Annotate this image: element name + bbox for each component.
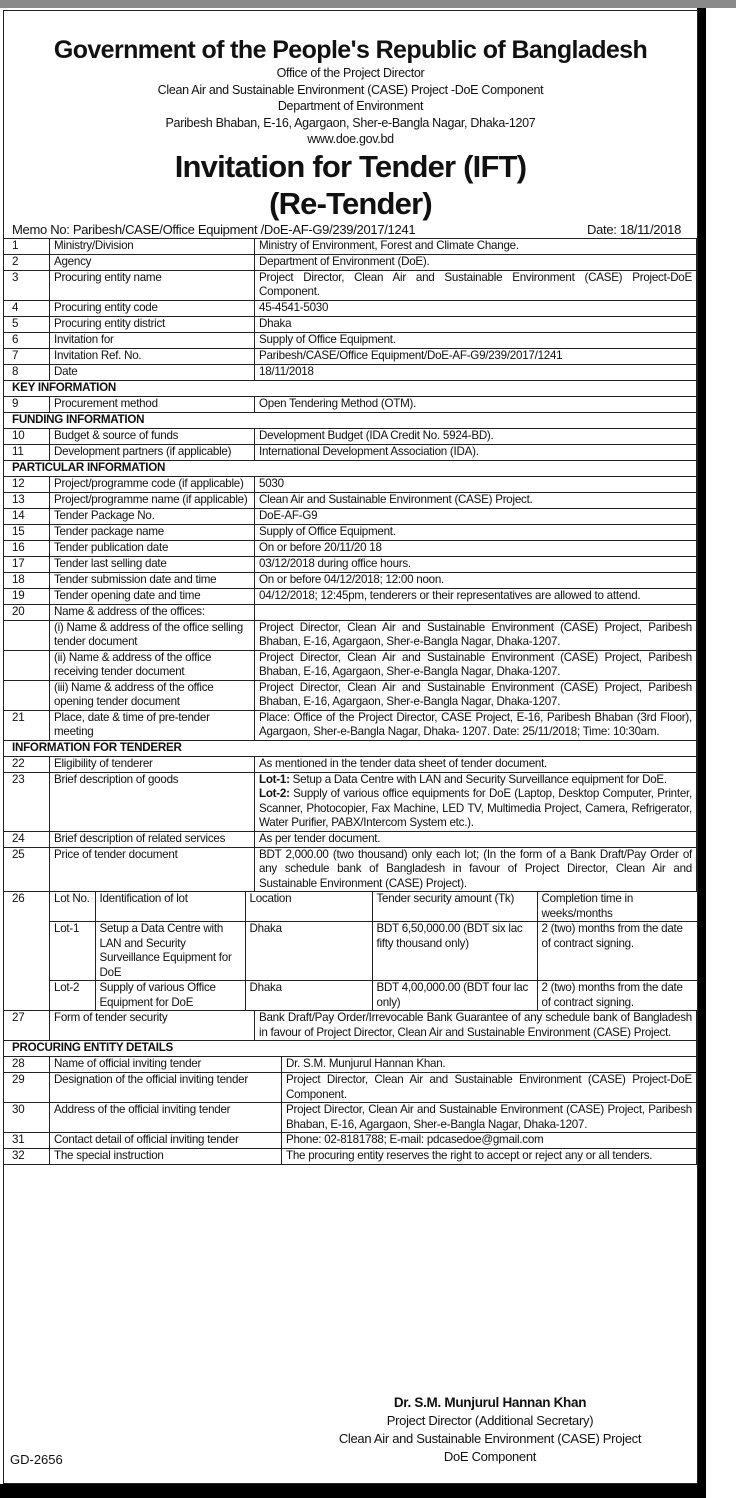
section-title: PROCURING ENTITY DETAILS <box>4 1041 697 1057</box>
row-number: 28 <box>4 1057 50 1073</box>
department-line: Department of Environment <box>277 99 424 113</box>
row-number <box>4 620 50 650</box>
table-row <box>4 1103 697 1133</box>
table-row <box>4 270 697 300</box>
lot-header-cell: Identification of lot <box>95 892 245 922</box>
row-label: Development partners (if applicable) <box>50 444 255 460</box>
lot-table-row <box>4 892 697 1011</box>
lot-label: Lot-1: <box>259 772 290 786</box>
table-row <box>4 1133 697 1149</box>
row-label: Brief description of goods <box>50 772 255 831</box>
row-label: (i) Name & address of the office selling tender document <box>50 620 255 650</box>
row-value: 04/12/2018; 12:45pm, tenderers or their representatives are allowed to attend. <box>255 588 697 604</box>
row-value: The procuring entity reserves the right to accept or reject any or all tenders. <box>282 1149 697 1165</box>
row-label: Procuring entity name <box>50 270 255 300</box>
row-value: Ministry of Environment, Forest and Climate Change. <box>255 238 697 254</box>
row-label: The special instruction <box>50 1149 282 1165</box>
row-label: Project/programme name (if applicable) <box>50 492 255 508</box>
row-number: 22 <box>4 756 50 772</box>
right-border <box>697 8 706 1498</box>
table-row <box>4 332 697 348</box>
lot-row <box>50 981 697 1011</box>
lot-header-cell: Location <box>245 892 372 922</box>
table-row <box>4 680 697 710</box>
lot-header-cell: Lot No. <box>50 892 95 922</box>
row-label: Place, date & time of pre-tender meeting <box>50 710 255 740</box>
top-bar <box>0 0 736 8</box>
table-row <box>4 508 697 524</box>
table-row <box>4 300 697 316</box>
table-row <box>4 847 697 892</box>
lot-header-cell: Tender security amount (Tk) <box>372 892 537 922</box>
signature-block <box>300 1394 680 1466</box>
row-value: As mentioned in the tender data sheet of tender document. <box>255 756 697 772</box>
lot-row <box>50 922 697 981</box>
section-title: FUNDING INFORMATION <box>4 412 697 428</box>
government-title: Government of the People's Republic of Bangladesh <box>53 36 648 64</box>
row-number: 16 <box>4 540 50 556</box>
row-label: Tender last selling date <box>50 556 255 572</box>
table-row <box>4 476 697 492</box>
section-header-row <box>4 740 697 756</box>
row-number: 19 <box>4 588 50 604</box>
memo-date: Date: 18/11/2018 <box>587 221 681 237</box>
row-label: Invitation Ref. No. <box>50 348 255 364</box>
lot-cell: 2 (two) months from the date of contract signing. <box>537 981 697 1011</box>
row-label: Tender submission date and time <box>50 572 255 588</box>
section-header-row <box>4 412 697 428</box>
row-number: 6 <box>4 332 50 348</box>
row-number: 2 <box>4 254 50 270</box>
row-number: 5 <box>4 316 50 332</box>
row-number: 9 <box>4 396 50 412</box>
table-row <box>4 540 697 556</box>
section-header-row <box>4 1041 697 1057</box>
lot-header-row <box>50 892 697 922</box>
tender-notice <box>3 10 698 1484</box>
section-title: PARTICULAR INFORMATION <box>4 460 697 476</box>
row-number: 25 <box>4 847 50 892</box>
lot-cell: 2 (two) months from the date of contract signing. <box>537 922 697 981</box>
row-label: Brief description of related services <box>50 831 255 847</box>
row-label: Date <box>50 364 255 380</box>
row-number: 18 <box>4 572 50 588</box>
signatory-name: Dr. S.M. Munjurul Hannan Khan <box>393 1395 587 1410</box>
row-number: 27 <box>4 1011 50 1041</box>
row-number: 32 <box>4 1149 50 1165</box>
row-number: 21 <box>4 710 50 740</box>
table-row <box>4 316 697 332</box>
notice-header <box>4 35 697 222</box>
row-number <box>4 680 50 710</box>
row-value: 45-4541-5030 <box>255 300 697 316</box>
row-value: Supply of Office Equipment. <box>255 332 697 348</box>
row-label: Eligibility of tenderer <box>50 756 255 772</box>
row-number: 30 <box>4 1103 50 1133</box>
table-row <box>4 556 697 572</box>
signatory-designation: Project Director (Additional Secretary) <box>386 1413 594 1428</box>
table-row <box>4 710 697 740</box>
lot-description <box>259 787 692 831</box>
table-row <box>4 428 697 444</box>
table-row <box>4 492 697 508</box>
row-value: Bank Draft/Pay Order/Irrevocable Bank Guarantee of any schedule bank of Bangladesh in favour of Project Director, Clean Air and Sustainable Environment (CASE) Project. <box>255 1011 697 1041</box>
table-row <box>4 364 697 380</box>
row-value <box>255 604 697 620</box>
row-label: Tender opening date and time <box>50 588 255 604</box>
row-value: International Development Association (IDA). <box>255 444 697 460</box>
row-value: Project Director, Clean Air and Sustainable Environment (CASE) Project-DoE Component. <box>282 1073 697 1103</box>
row-label: Procuring entity code <box>50 300 255 316</box>
row-value: Project Director, Clean Air and Sustainable Environment (CASE) Project, Paribesh Bhaban, E-16, Agargaon, Sher-e-Bangla Nagar, Dhaka-1207. <box>255 650 697 680</box>
table-row <box>4 650 697 680</box>
table-row <box>4 1011 697 1041</box>
row-number: 29 <box>4 1073 50 1103</box>
row-value: Project Director, Clean Air and Sustainable Environment (CASE) Project, Paribesh Bhaban, E-16, Agargaon, Sher-e-Bangla Nagar, Dhaka-1207. <box>255 680 697 710</box>
table-row <box>4 254 697 270</box>
lot-description <box>259 773 692 788</box>
lot-cell: BDT 6,50,000.00 (BDT six lac fifty thousand only) <box>372 922 537 981</box>
table-row <box>4 444 697 460</box>
row-value: Open Tendering Method (OTM). <box>255 396 697 412</box>
section-title: KEY INFORMATION <box>4 380 697 396</box>
address-line: Paribesh Bhaban, E-16, Agargaon, Sher-e-Bangla Nagar, Dhaka-1207 <box>165 115 536 130</box>
lot-label: Lot-2: <box>259 787 290 800</box>
row-number: 24 <box>4 831 50 847</box>
signatory-project: Clean Air and Sustainable Environment (CASE) Project <box>338 1431 642 1446</box>
lot-cell: Lot-1 <box>50 922 95 981</box>
row-number <box>4 650 50 680</box>
row-label: (iii) Name & address of the office opening tender document <box>50 680 255 710</box>
row-label: Contact detail of official inviting tender <box>50 1133 282 1149</box>
row-label: Invitation for <box>50 332 255 348</box>
table-row <box>4 1057 697 1073</box>
lot-header-cell: Completion time in weeks/months <box>537 892 697 922</box>
lot-cell: Supply of various Office Equipment for DoE <box>95 981 245 1011</box>
table-row <box>4 1149 697 1165</box>
row-value: Project Director, Clean Air and Sustainable Environment (CASE) Project, Paribesh Bhaban, E-16, Agargaon, Sher-e-Bangla Nagar, Dhaka-1207. <box>282 1103 697 1133</box>
row-number: 8 <box>4 364 50 380</box>
row-label: Tender publication date <box>50 540 255 556</box>
row-label: Address of the official inviting tender <box>50 1103 282 1133</box>
tender-details-table <box>3 238 697 1166</box>
table-row <box>4 1073 697 1103</box>
table-row <box>4 772 697 831</box>
table-row <box>4 572 697 588</box>
row-number: 3 <box>4 270 50 300</box>
bottom-border <box>0 1484 706 1498</box>
row-label: Project/programme code (if applicable) <box>50 476 255 492</box>
row-label: Agency <box>50 254 255 270</box>
website-link[interactable]: www.doe.gov.bd <box>307 132 394 146</box>
row-number: 14 <box>4 508 50 524</box>
row-value <box>255 772 697 831</box>
row-label: Procuring entity district <box>50 316 255 332</box>
table-row <box>4 524 697 540</box>
lot-text: Supply of various office equipments for DoE (Laptop, Desktop Computer, Printer, Scanner, Photocopier, Fax Machine, LED TV, Multimedia Project, Camera, Refrigerator, Water Purifier, PABX/Intercom System etc.). <box>259 787 692 829</box>
row-number: 12 <box>4 476 50 492</box>
row-value: 18/11/2018 <box>255 364 697 380</box>
row-number: 10 <box>4 428 50 444</box>
row-number: 1 <box>4 238 50 254</box>
row-label: Ministry/Division <box>50 238 255 254</box>
row-value: Clean Air and Sustainable Environment (CASE) Project. <box>255 492 697 508</box>
row-value: As per tender document. <box>255 831 697 847</box>
row-value: Supply of Office Equipment. <box>255 524 697 540</box>
row-label: Procurement method <box>50 396 255 412</box>
lot-cell: Dhaka <box>245 922 372 981</box>
lot-table <box>50 892 697 1010</box>
row-value: Project Director, Clean Air and Sustainable Environment (CASE) Project-DoE Component. <box>255 270 697 300</box>
row-number: 11 <box>4 444 50 460</box>
row-value: Department of Environment (DoE). <box>255 254 697 270</box>
row-label: Tender Package No. <box>50 508 255 524</box>
row-label: (ii) Name & address of the office receiving tender document <box>50 650 255 680</box>
row-value: Dr. S.M. Munjurul Hannan Khan. <box>282 1057 697 1073</box>
row-value: Phone: 02-8181788; E-mail: pdcasedoe@gmail.com <box>282 1133 697 1149</box>
row-number: 7 <box>4 348 50 364</box>
section-header-row <box>4 460 697 476</box>
footer-code: GD-2656 <box>10 1452 63 1467</box>
row-number: 17 <box>4 556 50 572</box>
memo-line <box>4 222 697 238</box>
notice-subtitle: (Re-Tender) <box>269 185 432 221</box>
row-value: Project Director, Clean Air and Sustainable Environment (CASE) Project, Paribesh Bhaban, E-16, Agargaon, Sher-e-Bangla Nagar, Dhaka-1207. <box>255 620 697 650</box>
row-value: DoE-AF-G9 <box>255 508 697 524</box>
memo-number: Memo No: Paribesh/CASE/Office Equipment /DoE-AF-G9/239/2017/1241 <box>12 221 416 237</box>
signatory-component: DoE Component <box>443 1449 537 1464</box>
table-row <box>4 348 697 364</box>
row-value: 03/12/2018 during office hours. <box>255 556 697 572</box>
row-value: BDT 2,000.00 (two thousand) only each lot; (In the form of a Bank Draft/Pay Order of any schedule bank of Bangladesh in favour of Project Director, Clean Air and Sustainable Environment (CASE) Project). <box>255 847 697 892</box>
row-number: 4 <box>4 300 50 316</box>
row-value: 5030 <box>255 476 697 492</box>
lot-cell: Setup a Data Centre with LAN and Security Surveillance Equipment for DoE <box>95 922 245 981</box>
table-row <box>4 756 697 772</box>
row-value: Dhaka <box>255 316 697 332</box>
row-number: 20 <box>4 604 50 620</box>
row-number: 31 <box>4 1133 50 1149</box>
row-label: Form of tender security <box>50 1011 255 1041</box>
row-value: Place: Office of the Project Director, CASE Project, E-16, Paribesh Bhaban (3rd Floor), Agargaon, Sher-e-Bangla Nagar, Dhaka- 1207. Date: 25/11/2018; Time: 10:30am. <box>255 710 697 740</box>
project-line: Clean Air and Sustainable Environment (CASE) Project -DoE Component <box>157 82 544 97</box>
lot-cell: Lot-2 <box>50 981 95 1011</box>
table-row <box>4 238 697 254</box>
office-line: Office of the Project Director <box>276 66 425 80</box>
table-row <box>4 831 697 847</box>
section-title: INFORMATION FOR TENDERER <box>4 740 697 756</box>
lot-text: Setup a Data Centre with LAN and Security Surveillance equipment for DoE. <box>289 772 667 786</box>
table-row <box>4 604 697 620</box>
row-number: 13 <box>4 492 50 508</box>
row-label: Price of tender document <box>50 847 255 892</box>
table-row <box>4 620 697 650</box>
lot-cell: BDT 4,00,000.00 (BDT four lac only) <box>372 981 537 1011</box>
section-header-row <box>4 380 697 396</box>
row-label: Budget & source of funds <box>50 428 255 444</box>
row-value: Development Budget (IDA Credit No. 5924-BD). <box>255 428 697 444</box>
lot-table-cell <box>50 892 697 1011</box>
row-number: 26 <box>4 892 50 1011</box>
table-row <box>4 588 697 604</box>
row-number: 15 <box>4 524 50 540</box>
row-value: On or before 04/12/2018; 12:00 noon. <box>255 572 697 588</box>
table-row <box>4 396 697 412</box>
row-label: Name of official inviting tender <box>50 1057 282 1073</box>
notice-title: Invitation for Tender (IFT) <box>174 148 527 184</box>
row-label: Tender package name <box>50 524 255 540</box>
row-value: Paribesh/CASE/Office Equipment/DoE-AF-G9/239/2017/1241 <box>255 348 697 364</box>
row-label: Designation of the official inviting tender <box>50 1073 282 1103</box>
row-value: On or before 20/11/20 18 <box>255 540 697 556</box>
lot-cell: Dhaka <box>245 981 372 1011</box>
row-label: Name & address of the offices: <box>50 604 255 620</box>
row-number: 23 <box>4 772 50 831</box>
